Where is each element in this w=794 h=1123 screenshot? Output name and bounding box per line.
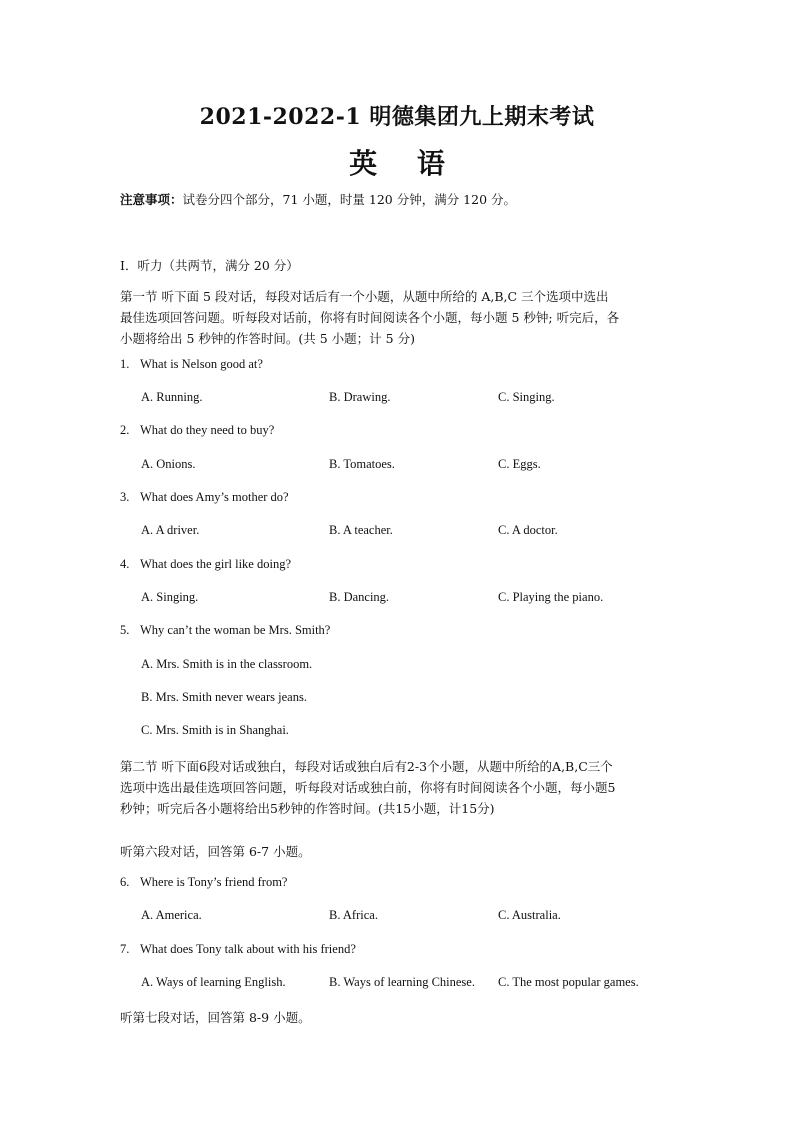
notice-text: 试卷分四个部分，71 小题，时量 120 分钟，满分 120 分。: [182, 192, 517, 207]
option-c: C. Australia.: [498, 908, 561, 922]
question-text: What does Amy’s mother do?: [140, 490, 289, 504]
option-b: B. Ways of learning Chinese.: [329, 975, 475, 989]
section1-instructions: [120, 286, 676, 349]
section1-line: 最佳选项回答问题。听每段对话前，你将有时间阅读各个小题，每小题 5 秒钟; 听完后，各: [120, 310, 620, 325]
option-b: B. Drawing.: [329, 390, 391, 404]
exam-title: 2021-2022-1 明德集团九上期末考试: [199, 104, 595, 130]
section1-line: 第一节 听下面 5 段对话，每段对话后有一个小题，从题中所给的 A,B,C 三个选项中选出: [120, 289, 609, 304]
option-c: C. A doctor.: [498, 523, 558, 537]
question-number: 1.: [120, 357, 130, 371]
option-c: C. Singing.: [498, 390, 555, 404]
question-number: 6.: [120, 875, 130, 889]
option-a: A. America.: [141, 908, 202, 922]
question-number: 3.: [120, 490, 130, 504]
option-a: A. Onions.: [141, 457, 196, 471]
option-c: C. Eggs.: [498, 457, 541, 471]
section2-line: 第二节 听下面6段对话或独白，每段对话或独白后有2-3个小题，从题中所给的A,B,C三个: [120, 759, 613, 774]
option-a: A. Ways of learning English.: [141, 975, 286, 989]
question-text: What does the girl like doing?: [140, 557, 292, 571]
option-c: C. Playing the piano.: [498, 590, 604, 604]
question-text: Where is Tony’s friend from?: [140, 875, 288, 889]
question-6: [120, 875, 287, 890]
option-b: B. Africa.: [329, 908, 378, 922]
section2-instructions: [120, 756, 676, 819]
question-4: [120, 557, 291, 572]
notice-label: 注意事项：: [120, 192, 183, 207]
question-text: What does Tony talk about with his friend?: [140, 942, 356, 956]
question-2: [120, 423, 274, 438]
question-number: 7.: [120, 942, 130, 956]
question-text: What do they need to buy?: [140, 423, 275, 437]
question-number: 4.: [120, 557, 130, 571]
option-b: B. A teacher.: [329, 523, 393, 537]
question-number: 2.: [120, 423, 130, 437]
dialogue-7-heading: 听第七段对话，回答第 8-9 小题。: [120, 1010, 311, 1025]
section2-line: 秒钟；听完后各小题将给出5秒钟的作答时间。(共15小题，计15分): [120, 801, 495, 816]
option-a: A. A driver.: [141, 523, 200, 537]
question-number: 5.: [120, 623, 130, 637]
question-text: What is Nelson good at?: [140, 357, 263, 371]
option-b: B. Dancing.: [329, 590, 390, 604]
part1-heading: I．听力（共两节，满分 20 分）: [120, 258, 299, 273]
section2-line: 选项中选出最佳选项回答问题，听每段对话或独白前，你将有时间阅读各个小题，每小题5: [120, 780, 616, 795]
question-text: Why can’t the woman be Mrs. Smith?: [140, 623, 331, 637]
section1-line: 小题将给出 5 秒钟的作答时间。(共 5 小题；计 5 分): [120, 331, 415, 346]
option-a: A. Singing.: [141, 590, 199, 604]
option-a: A. Mrs. Smith is in the classroom.: [141, 657, 313, 671]
question-7: [120, 942, 356, 957]
option-b: B. Tomatoes.: [329, 457, 395, 471]
question-5: [120, 623, 330, 638]
question-1: [120, 357, 263, 372]
subject-title: 英 语: [349, 147, 445, 180]
option-c: C. The most popular games.: [498, 975, 639, 989]
question-3: [120, 490, 289, 505]
option-a: A. Running.: [141, 390, 203, 404]
notice: [120, 190, 516, 208]
option-c: C. Mrs. Smith is in Shanghai.: [141, 723, 289, 737]
dialogue-6-heading: 听第六段对话，回答第 6-7 小题。: [120, 844, 311, 859]
option-b: B. Mrs. Smith never wears jeans.: [141, 690, 307, 704]
